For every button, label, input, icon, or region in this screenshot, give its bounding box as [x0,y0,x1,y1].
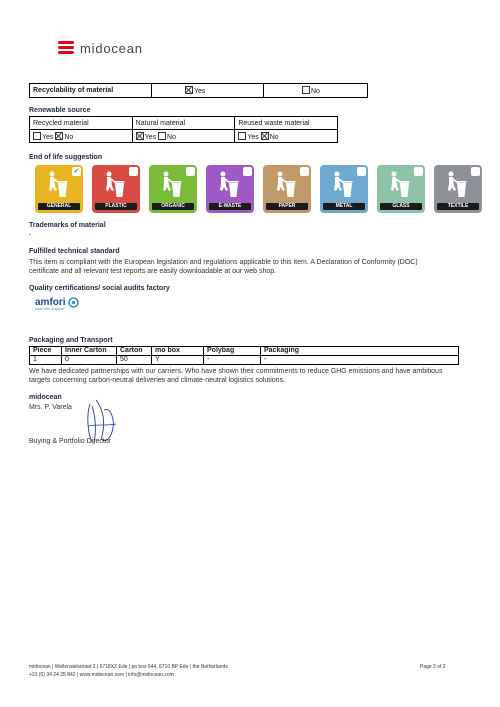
person-bin-icon [273,170,297,200]
packaging-cell-polybag: - [204,356,261,365]
signature-company: midocean [29,394,62,401]
person-bin-icon [102,170,126,200]
waste-bin-e-waste [206,165,254,213]
trademarks-title: Trademarks of material [29,222,106,229]
person-bin-icon [216,170,240,200]
renewable-col-recycled: Recycled material [30,117,133,130]
technical-line-2: certificate and all relevant test reports are easily downloadable at our web shop. [29,268,277,275]
yes-label: Yes [42,133,54,141]
person-bin-icon [330,170,354,200]
packaging-header-mo-box: mo box [152,347,204,356]
midocean-logo-icon [58,40,74,56]
packaging-cell-mo-box: Y [152,356,204,365]
checkbox-empty-icon [302,86,310,94]
packaging-cell-packaging: - [261,356,459,365]
signature-role: Buying & Portfolio Director [29,438,112,445]
quality-title: Quality certifications/ social audits factory [29,285,170,292]
brand-logo [58,40,143,56]
packaging-note-line-2: targets concerning carbon-neutral deliveries and climate-neutral logistics solutions. [29,377,286,384]
checkbox-checked-icon [261,132,269,140]
person-bin-icon [45,170,69,200]
waste-bin-label: TEXTILE [437,203,479,210]
packaging-header-carton: Carton [117,347,152,356]
checkbox-empty-icon [158,132,166,140]
waste-bin-label: E-WASTE [209,203,251,210]
renewable-table [29,116,338,143]
packaging-note [29,367,484,385]
packaging-cell-carton: 50 [117,356,152,365]
person-bin-icon [444,170,468,200]
packaging-header-polybag: Polybag [204,347,261,356]
waste-bin-label: GENERAL [38,203,80,210]
checkbox-empty-icon [129,167,138,176]
recyclability-yes-cell [152,84,264,98]
checkbox-empty-icon [238,132,246,140]
packaging-note-line-1: We have dedicated partnerships with our carriers. Who have shown their commitments to reduce GHG emissions and have ambitious [29,368,443,375]
no-label: No [269,133,279,141]
recyclability-no-cell [264,84,368,98]
checkbox-empty-icon [243,167,252,176]
checkbox-checked-icon [55,132,63,140]
checkbox-empty-icon [471,167,480,176]
waste-bin-label: GLASS [380,203,422,210]
amfori-logo-text: amfori [35,297,66,308]
waste-bin-label: METAL [323,203,365,210]
recyclability-yes-label: Yes [194,88,206,95]
packaging-header-packaging: Packaging [261,347,459,356]
person-bin-icon [387,170,411,200]
waste-bin-glass [377,165,425,213]
recyclability-no-label: No [311,88,320,95]
waste-bin-paper [263,165,311,213]
footer-line-2: +31 (0) 34 24 25 842 | www.midocean.com | info@midocean.com [29,672,174,678]
page-number: Page 2 of 2 [420,664,446,670]
technical-title: Fulfilled technical standard [29,248,120,255]
signature-person: Mrs. P. Varela [29,404,72,411]
no-label: No [167,133,176,141]
renewable-title: Renewable source [29,107,91,114]
footer-address [29,663,228,679]
renewable-natural-values [132,130,235,143]
checkbox-checked-icon [185,86,193,94]
checkbox-checked-icon [136,132,144,140]
renewable-reused-values [235,130,338,143]
waste-bin-label: ORGANIC [152,203,194,210]
yes-label: Yes [144,133,157,141]
amfori-tagline: trade with purpose [35,307,64,311]
checkbox-empty-icon [300,167,309,176]
recyclability-label: Recyclability of material [30,84,152,98]
packaging-cell-piece: 1 [30,356,62,365]
brand-name: midocean [80,40,143,56]
checkbox-empty-icon [414,167,423,176]
packaging-table [29,346,459,365]
packaging-cell-inner-carton: 0 [62,356,117,365]
person-bin-icon [159,170,183,200]
checkbox-empty-icon [33,132,41,140]
checkmark-icon: ✓ [73,168,80,175]
renewable-col-reused: Reused waste material [235,117,338,130]
trademarks-value: - [29,232,32,239]
waste-bin-plastic [92,165,140,213]
checkbox-empty-icon [357,167,366,176]
waste-bin-label: PAPER [266,203,308,210]
packaging-header-inner-carton: Inner Carton [62,347,117,356]
recyclability-table [29,83,368,98]
packaging-header-piece: Piece [30,347,62,356]
renewable-col-natural: Natural material [132,117,235,130]
checkbox-empty-icon [186,167,195,176]
renewable-recycled-values [30,130,133,143]
footer-line-1: midocean | Wellensiekstraat 2 | 6718XZ Ede | po box 644, 6710 BP Ede | the Netherlands [29,664,228,670]
amfori-logo [35,297,79,311]
waste-bin-textile [434,165,482,213]
waste-bin-list [35,165,482,213]
technical-text [29,258,479,276]
packaging-title: Packaging and Transport [29,337,113,344]
waste-bin-label: PLASTIC [95,203,137,210]
technical-line-1: This item is compliant with the European legislation and regulations applicable to this item. A Declaration of Conformity (DOC) [29,259,418,266]
waste-bin-metal [320,165,368,213]
no-label: No [64,133,74,141]
waste-bin-general [35,165,83,213]
end-of-life-title: End of life suggestion [29,154,103,161]
yes-label: Yes [247,133,259,141]
amfori-globe-icon [68,297,79,308]
waste-bin-organic [149,165,197,213]
